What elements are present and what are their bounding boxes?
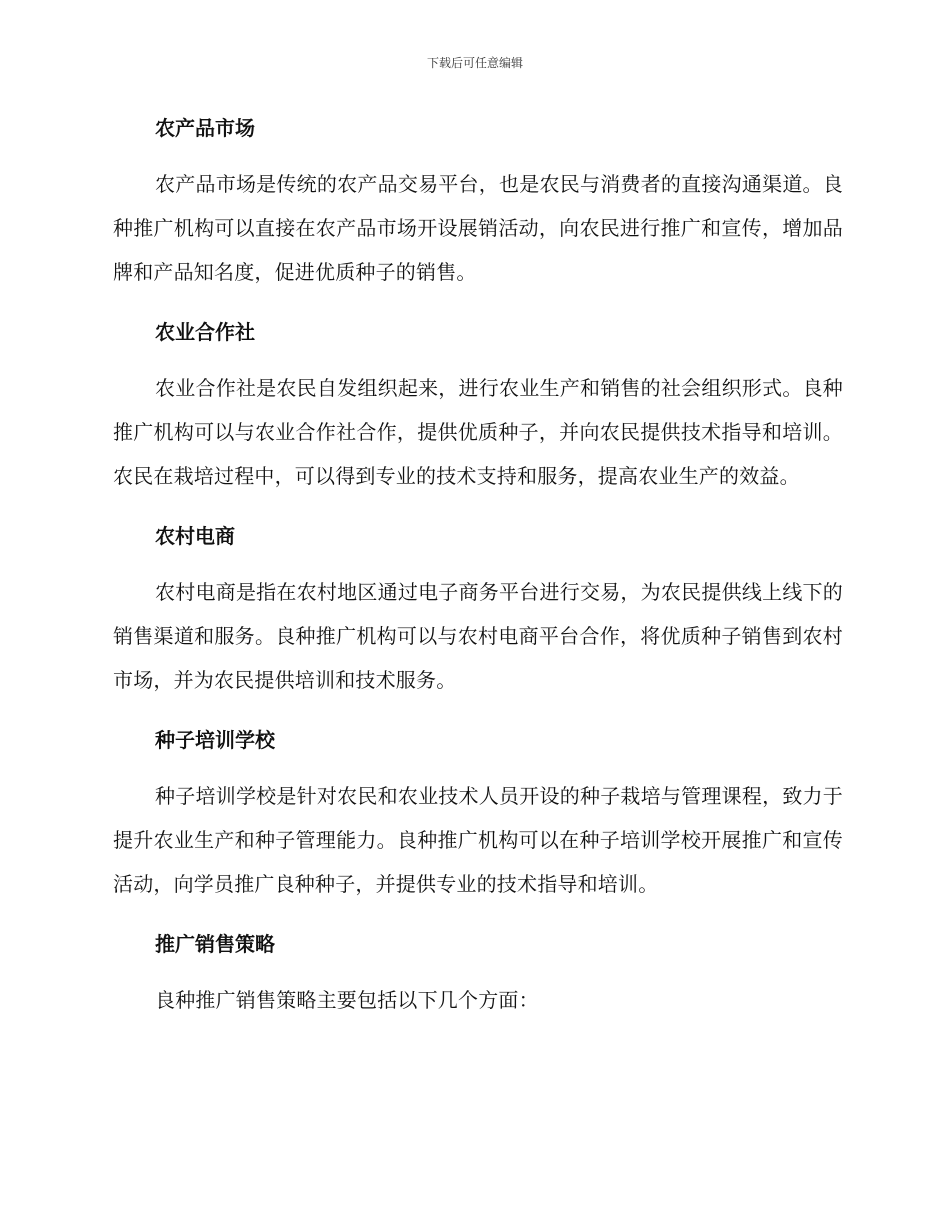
section-paragraph-seed-school: 种子培训学校是针对农民和农业技术人员开设的种子栽培与管理课程，致力于提升农业生产和种子管理能力。良种推广机构可以在种子培训学校开展推广和宣传活动，向学员推广良种种子，并提供专业的技术指导和培训。: [113, 784, 843, 896]
section-heading-sales-strategy: 推广销售策略: [155, 932, 275, 956]
section-paragraph-rural-ecommerce: 农村电商是指在农村地区通过电子商务平台进行交易，为农民提供线上线下的销售渠道和服务。良种推广机构可以与农村电商平台合作，将优质种子销售到农村市场，并为农民提供培训和技术服务。: [113, 580, 843, 692]
section-heading-rural-ecommerce: 农村电商: [155, 524, 235, 548]
section-paragraph-cooperative: 农业合作社是农民自发组织起来，进行农业生产和销售的社会组织形式。良种推广机构可以与农业合作社合作，提供优质种子，并向农民提供技术指导和培训。农民在栽培过程中，可以得到专业的技术支持和服务，提高农业生产的效益。: [113, 376, 843, 488]
section-heading-seed-school: 种子培训学校: [155, 728, 275, 752]
page-header: 下载后可任意编辑: [426, 56, 523, 70]
section-paragraph-sales-strategy: 良种推广销售策略主要包括以下几个方面：: [155, 988, 539, 1012]
section-heading-farm-market: 农产品市场: [155, 116, 255, 140]
section-heading-cooperative: 农业合作社: [155, 320, 255, 344]
section-paragraph-farm-market: 农产品市场是传统的农产品交易平台，也是农民与消费者的直接沟通渠道。良种推广机构可以直接在农产品市场开设展销活动，向农民进行推广和宣传，增加品牌和产品知名度，促进优质种子的销售。: [113, 172, 843, 284]
document-body: [113, 106, 843, 1038]
